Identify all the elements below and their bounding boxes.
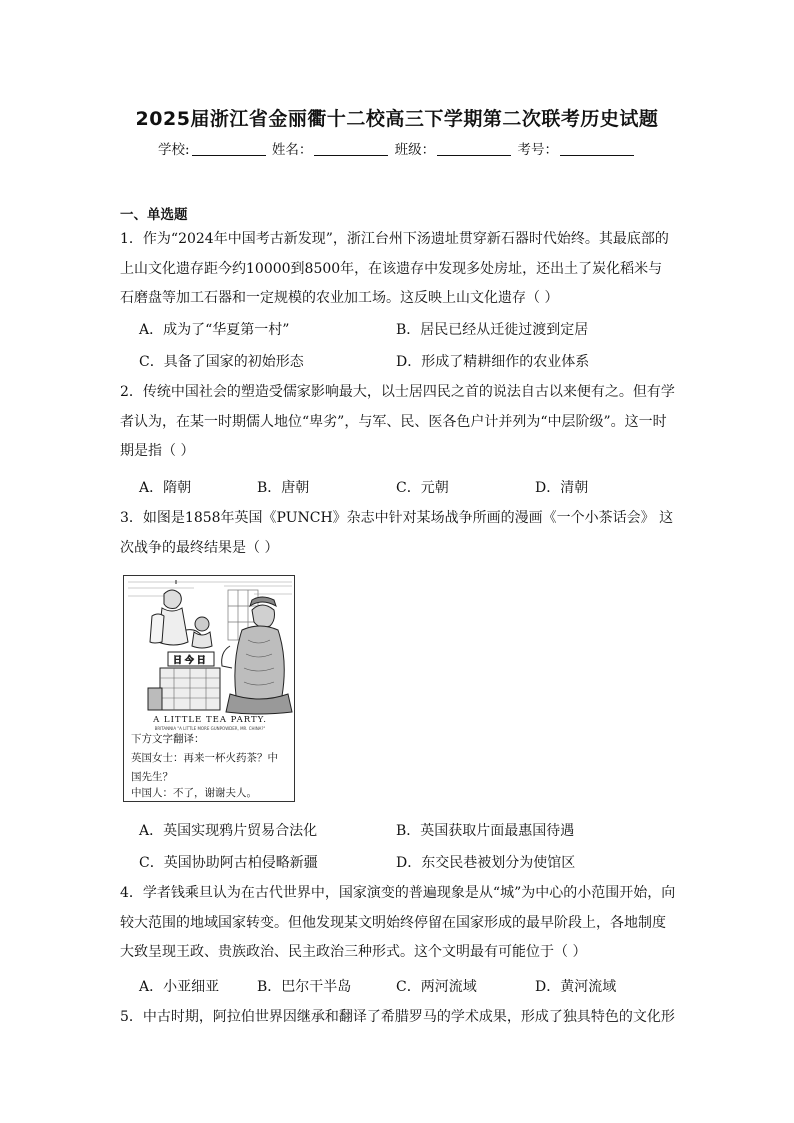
name-label: 姓名： xyxy=(271,142,313,158)
question-4-text: 4．学者钱乘旦认为在古代世界中，国家演变的普遍现象是从“城”为中心的小范围开始，向较大范围的地域国家转变。但他发现某文明始终停留在国家形成的最早阶段上，各地制度大致呈现王政、贵族政治、民主政治三种形式。这个文明最有可能位于（ ） xyxy=(120,885,676,960)
question-1-option-c[interactable]: C．具备了国家的初始形态 xyxy=(139,354,304,370)
cartoon-english-subtitle: BRITANNIA "A LITTLE MORE GUNPOWDER, MR. CHINA?" xyxy=(154,726,266,731)
question-1-option-a[interactable]: A．成为了“华夏第一村” xyxy=(139,322,290,338)
question-3-options-row-1 xyxy=(139,820,679,848)
caption-line-1: 下方文字翻译： xyxy=(131,733,205,745)
caption-line-2: 英国女士：再来一杯火药茶？中 xyxy=(131,752,278,764)
question-3-text: 3．如图是1858年英国《PUNCH》杂志中针对某场战争所画的漫画《一个小茶话会》 这次战争的最终结果是（ ） xyxy=(120,510,674,556)
svg-text:日 今 日: 日 今 日 xyxy=(173,656,206,666)
question-2-option-c[interactable]: C．元朝 xyxy=(396,480,449,496)
question-3-option-b[interactable]: B．英国获取片面最惠国待遇 xyxy=(396,823,575,839)
student-info-line xyxy=(0,138,794,158)
question-2-option-a[interactable]: A．隋朝 xyxy=(139,480,192,496)
question-4-option-c[interactable]: C．两河流域 xyxy=(396,979,477,995)
caption-line-4: 中国人：不了，谢谢夫人。 xyxy=(131,787,257,799)
cartoon-illustration xyxy=(124,576,295,716)
section-title: 一、单选题 xyxy=(120,207,188,223)
question-4-option-d[interactable]: D．黄河流域 xyxy=(535,979,617,995)
question-2-options xyxy=(139,477,679,505)
question-3-option-a[interactable]: A．英国实现鸦片贸易合法化 xyxy=(139,823,318,839)
exam-number-blank[interactable] xyxy=(560,141,634,156)
question-4-option-b[interactable]: B．巴尔干半岛 xyxy=(257,979,352,995)
class-blank[interactable] xyxy=(437,141,511,156)
exam-number-label: 考号： xyxy=(517,142,558,158)
school-blank[interactable] xyxy=(192,141,266,156)
question-4-options xyxy=(139,976,679,1004)
caption-line-3: 国先生？ xyxy=(131,771,173,783)
question-1-option-d[interactable]: D．形成了精耕细作的农业体系 xyxy=(396,354,590,370)
question-2-text: 2．传统中国社会的塑造受儒家影响最大，以士居四民之首的说法自古以来便有之。但有学者认为，在某一时期儒人地位“卑劣”，与军、民、医各色户计并列为“中层阶级”。这一时期是指（ ） xyxy=(120,384,675,459)
question-2-option-d[interactable]: D．清朝 xyxy=(535,480,589,496)
question-1-option-b[interactable]: B．居民已经从迁徙过渡到定居 xyxy=(396,322,589,338)
question-3-options-row-2 xyxy=(139,852,679,880)
question-4-option-a[interactable]: A．小亚细亚 xyxy=(139,979,220,995)
question-1-text: 1．作为“2024年中国考古新发现”，浙江台州下汤遗址贯穿新石器时代始终。其最底部的上山文化遗存距今约10000到8500年，在该遗存中发现多处房址，还出土了炭化稻米与石磨盘等加工石器和一定规模的农业加工场。这反映上山文化遗存（ ） xyxy=(120,231,669,306)
cartoon-english-title: A LITTLE TEA PARTY. xyxy=(153,715,267,725)
class-label: 班级： xyxy=(394,142,436,158)
punch-cartoon-image xyxy=(123,575,295,802)
question-3-option-c[interactable]: C．英国协助阿古柏侵略新疆 xyxy=(139,855,318,871)
question-1-options-row-2 xyxy=(139,351,679,379)
question-3-option-d[interactable]: D．东交民巷被划分为使馆区 xyxy=(396,855,576,871)
question-1-options-row-1 xyxy=(139,319,679,347)
school-label: 学校: xyxy=(158,142,190,158)
name-blank[interactable] xyxy=(314,141,388,156)
question-5-text: 5．中古时期，阿拉伯世界因继承和翻译了希腊罗马的学术成果，形成了独具特色的文化形 xyxy=(120,1009,675,1025)
exam-title: 2025届浙江省金丽衢十二校高三下学期第二次联考历史试题 xyxy=(135,108,659,130)
question-2-option-b[interactable]: B．唐朝 xyxy=(257,480,310,496)
